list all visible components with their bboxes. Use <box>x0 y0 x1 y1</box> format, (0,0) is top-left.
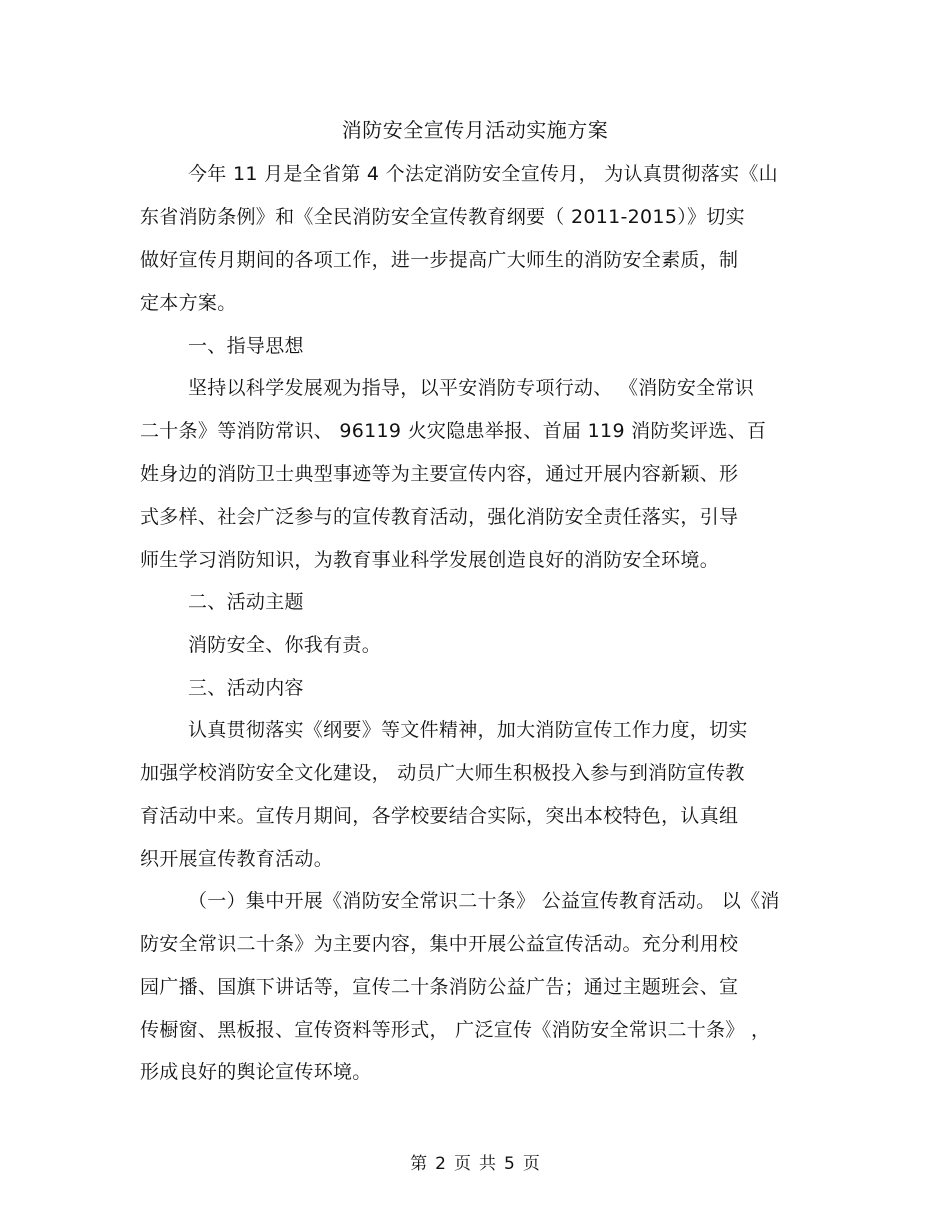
section-heading: 一、指导思想 <box>188 335 304 357</box>
paragraph-line: 坚持以科学发展观为指导，以平安消防专项行动、 《消防安全常识 <box>188 377 755 399</box>
paragraph-line: 做好宣传月期间的各项工作，进一步提高广大师生的消防安全素质，制 <box>140 249 739 271</box>
paragraph-line: 东省消防条例》和《全民消防安全宣传教育纲要（ 2011-2015）》切实 <box>140 206 745 228</box>
total-page-number: 5 <box>504 1154 515 1174</box>
document-title: 消防安全宣传月活动实施方案 <box>341 118 609 142</box>
footer-prefix: 第 <box>410 1154 428 1174</box>
paragraph-line: 式多样、社会广泛参与的宣传教育活动，强化消防安全责任落实，引导 <box>140 506 739 528</box>
paragraph-line: 育活动中来。宣传月期间，各学校要结合实际，突出本校特色，认真组 <box>140 805 739 827</box>
footer-total-word: 共 <box>479 1154 496 1174</box>
page-footer <box>0 1152 950 1176</box>
footer-page-word: 页 <box>454 1154 471 1174</box>
paragraph-line: 师生学习消防知识，为教育事业科学发展创造良好的消防安全环境。 <box>140 549 720 571</box>
current-page-number: 2 <box>435 1154 446 1174</box>
paragraph-line: （一）集中开展《消防安全常识二十条》 公益宣传教育活动。 以《消 <box>188 890 780 912</box>
paragraph-line: 姓身边的消防卫士典型事迹等为主要宣传内容，通过开展内容新颖、形 <box>140 463 739 485</box>
paragraph-line: 定本方案。 <box>140 292 237 314</box>
footer-suffix: 页 <box>522 1154 540 1174</box>
section-heading: 二、活动主题 <box>188 591 304 613</box>
section-heading: 三、活动内容 <box>188 677 304 699</box>
paragraph-line: 加强学校消防安全文化建设， 动员广大师生积极投入参与到消防宣传教 <box>140 762 745 784</box>
paragraph-line: 形成良好的舆论宣传环境。 <box>140 1061 372 1083</box>
paragraph-line: 消防安全、你我有责。 <box>188 634 382 656</box>
paragraph-line: 防安全常识二十条》为主要内容，集中开展公益宣传活动。充分利用校 <box>140 933 739 955</box>
paragraph-line: 传橱窗、黑板报、宣传资料等形式， 广泛宣传《消防安全常识二十条》 ， <box>140 1019 771 1041</box>
paragraph-line: 织开展宣传教育活动。 <box>140 848 334 870</box>
paragraph-line: 园广播、国旗下讲话等，宣传二十条消防公益广告；通过主题班会、宣 <box>140 976 739 998</box>
paragraph-line: 今年 11 月是全省第 4 个法定消防安全宣传月， 为认真贯彻落实《山 <box>188 163 778 185</box>
paragraph-line: 认真贯彻落实《纲要》等文件精神，加大消防宣传工作力度，切实 <box>188 719 748 741</box>
paragraph-line: 二十条》等消防常识、 96119 火灾隐患举报、首届 119 消防奖评选、百 <box>140 420 767 442</box>
